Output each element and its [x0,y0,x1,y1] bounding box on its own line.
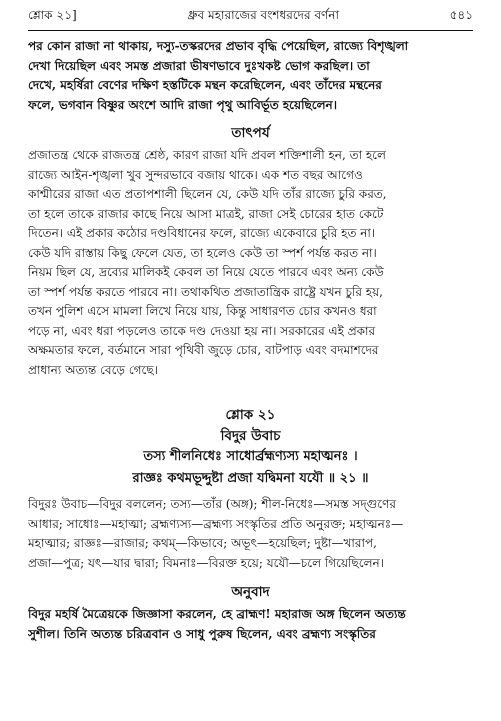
text-line: দেখে, মহর্ষিরা বেণের দক্ষিণ হস্তটিকে মন্থন করেছিলেন, এবং তাঁদের মন্থনের [28,78,382,92]
text-line: সুশীল। তিনি অত্যন্ত চরিত্রবান ও সাধু পুরুষ ছিলেন, এবং ব্রহ্মণ্য সংস্কৃতির [28,626,376,641]
text-line: প্রাধান্য অত্যন্ত বেড়ে গেছে। [28,362,158,377]
text-line: প্রজাতন্ত্র থেকে রাজতন্ত্র শ্রেষ্ঠ, কারণ রাজা যদি প্রবল শক্তিশালী হন, তা হলে [28,148,386,162]
purport-heading: তাৎপর্য [231,125,270,141]
text-line: নিয়ম ছিল যে, দ্রব্যের মালিকই কেবল তা নিয়ে যেতে পারবে এবং অন্য কেউ [28,265,384,279]
sanskrit-verse [28,446,473,490]
header-page-number: ৫৪১ [449,8,473,22]
text-line: কেউ যদি রাস্তায় কিছু ফেলে যেত, তা হলেও কেউ তা স্পর্শ পর্যন্ত করত না। [28,245,377,260]
running-header [28,6,473,28]
verse-line: রাজ্ঞঃ কথমভূদ্দুষ্টা প্রজা যদ্বিমনা যযৌ ॥ ২১ ॥ [132,471,369,486]
text-line: দেখা দিয়েছিল এবং সমস্ত প্রজারা ভীষণভাবে দুঃখকষ্ট ভোগ করছিল। তা [28,58,370,73]
purport-body [28,146,473,380]
text-line: তা স্পর্শ পর্যন্ত করতে পারবে না। তথাকথিত প্রজাতান্ত্রিক রাষ্ট্রে যখন চুরি হয়, [28,284,383,299]
header-verse-ref: শ্লোক ২১] [28,8,77,22]
text-line: ফলে, ভগবান বিষ্ণুর অংশে আদি রাজা পৃথু আবির্ভূত হয়েছিলেন। [28,97,337,112]
header-chapter-title: ধ্রুব মহারাজের বংশধরদের বর্ণনা [187,8,339,22]
translation-continued [28,37,473,115]
translation-heading: অনুবাদ [231,584,270,600]
verse-number-heading: শ্লোক ২১ [225,407,276,423]
verse-line: তস্য শীলনিধেঃ সাধোর্ব্রহ্মণ্যস্য মহাত্মনঃ । [143,449,358,464]
text-line: কাশ্মীরের রাজা এত প্রতাপশালী ছিলেন যে, কেউ যদি তাঁর রাজ্যে চুরি করত, [28,187,387,201]
text-line: তখন পুলিশ এসে মামলা লিখে নিয়ে যায়, কিন্তু সাধারণত চোর কখনও ধরা [28,304,377,318]
text-line: অক্ষমতার ফলে, বর্তমানে সারা পৃথিবী জুড়ে চোর, বাটপাড় এবং বদমাশদের [28,343,379,357]
synonyms [28,495,473,573]
text-line: পড়ে না, এবং ধরা পড়লেও তাকে দণ্ড দেওয়া হয় না। সরকারের এই প্রকার [28,323,376,338]
header-rule [28,30,473,31]
text-line: দিতেন। এই প্রকার কঠোর দণ্ডবিধানের ফলে, রাজ্যে একেবারে চুরি হত না। [28,226,376,240]
text-line: মহাত্মার; রাজ্ঞঃ—রাজার; কথম্‌—কিভাবে; অভূৎ—হয়েছিল; দুষ্টা—খারাপ, [28,536,377,550]
text-line: রাজ্যে আইন-শৃঙ্খলা খুব সুন্দরভাবে বজায় থাকে। এক শত বছর আগেও [28,167,363,182]
text-line: বিদুর মহর্ষি মৈত্রেয়কে জিজ্ঞাসা করলেন, হে ব্রাহ্মণ! মহারাজ অঙ্গ ছিলেন অত্যন্ত [28,607,406,621]
text-line: পর কোন রাজা না থাকায়, দস্যু-তস্করদের প্রভাব বৃদ্ধি পেয়েছিল, রাজ্যে বিশৃঙ্খলা [28,39,409,53]
text-line: বিদুরঃ উবাচ—বিদুর বললেন; তস্য—তাঁর (অঙ্গ); শীল-নিধেঃ—সমস্ত সদ্‌গুণের [28,497,396,511]
verse-speaker: বিদুর উবাচ [220,428,281,444]
text-line: প্রজা—পুত্র; যৎ—যার দ্বারা; বিমনাঃ—বিরক্ত হয়ে; যযৌ—চলে গিয়েছিলেন। [28,555,384,570]
translation-body [28,605,473,644]
text-line: তা হলে তাকে রাজার কাছে নিয়ে আসা মাত্রই, রাজা সেই চোরের হাত কেটে [28,206,384,221]
text-line: আধার; সাধোঃ—মহাত্মা; ব্রহ্মণ্যস্য—ব্রহ্মণ্য সংস্কৃতির প্রতি অনুরক্ত; মহাত্মনঃ— [28,516,404,531]
